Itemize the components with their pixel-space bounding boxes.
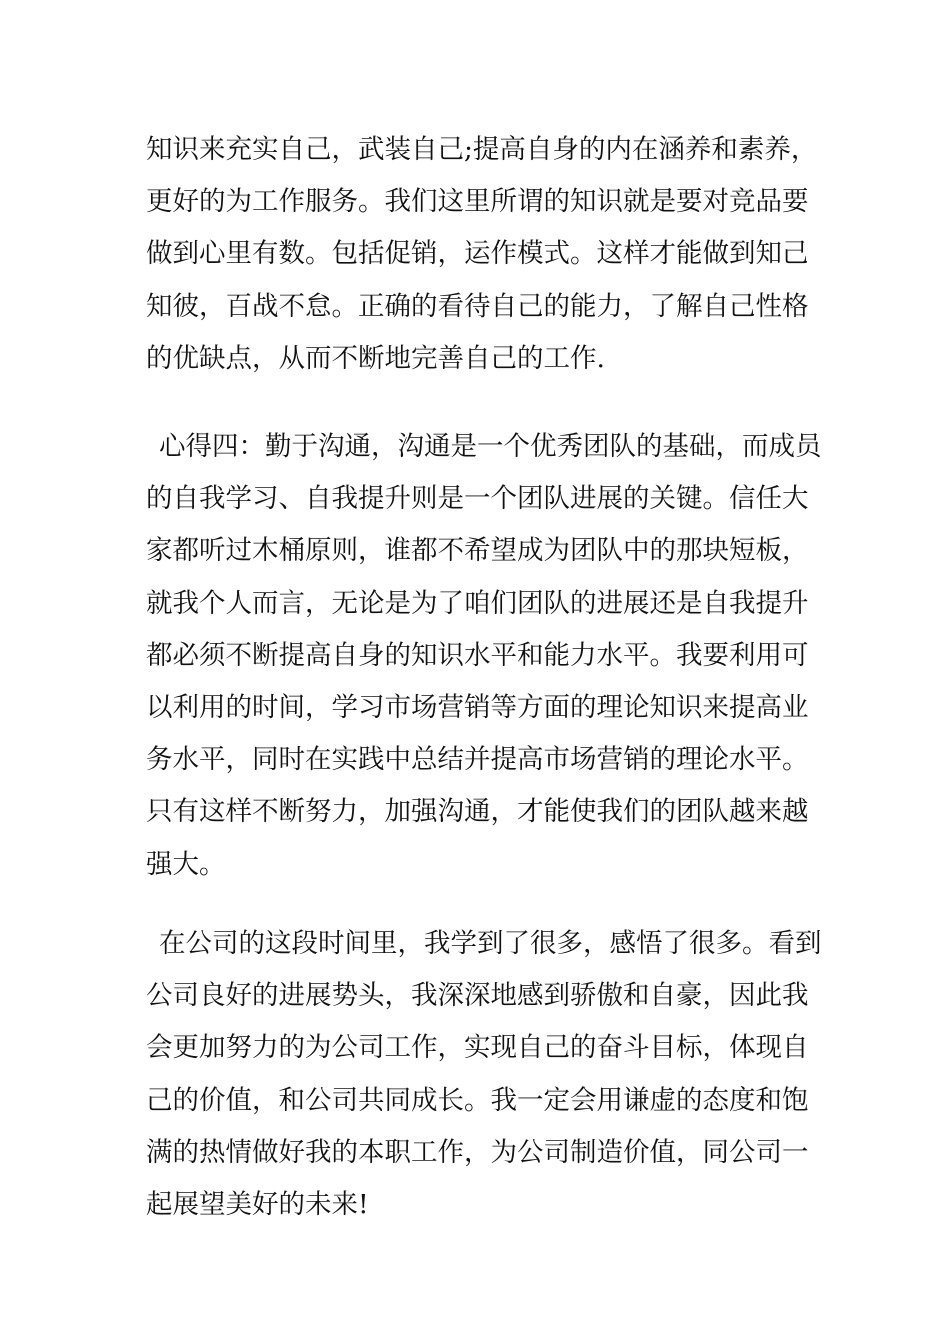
paragraph-line: 只有这样不断努力，加强沟通，才能使我们的团队越来越 bbox=[146, 796, 809, 828]
paragraph-line: 做到心里有数。包括促销，运作模式。这样才能做到知己 bbox=[146, 238, 809, 270]
paragraph-line: 务水平，同时在实践中总结并提高市场营销的理论水平。 bbox=[146, 744, 809, 776]
paragraph-knowledge bbox=[146, 124, 818, 385]
paragraph-line: 以利用的时间，学习市场营销等方面的理论知识来提高业 bbox=[146, 691, 809, 723]
paragraph-line: 公司良好的进展势头，我深深地感到骄傲和自豪，因此我 bbox=[146, 980, 809, 1012]
paragraph-line: 心得四：勤于沟通，沟通是一个优秀团队的基础，而成员 bbox=[159, 431, 822, 462]
paragraph-line: 知识来充实自己，武装自己;提高自身的内在涵养和素养， bbox=[146, 134, 818, 165]
paragraph-line: 更好的为工作服务。我们这里所谓的知识就是要对竞品要 bbox=[146, 186, 809, 218]
paragraph-line: 起展望美好的未来! bbox=[146, 1188, 369, 1220]
paragraph-conclusion bbox=[146, 918, 822, 1231]
paragraph-line: 强大。 bbox=[146, 848, 226, 880]
paragraph-line: 己的价值，和公司共同成长。我一定会用谦虚的态度和饱 bbox=[146, 1084, 809, 1116]
paragraph-line: 满的热情做好我的本职工作，为公司制造价值，同公司一 bbox=[146, 1136, 809, 1168]
paragraph-line: 会更加努力的为公司工作，实现自己的奋斗目标，体现自 bbox=[146, 1032, 809, 1064]
paragraph-line: 都必须不断提高自身的知识水平和能力水平。我要利用可 bbox=[146, 639, 809, 671]
paragraph-line: 的自我学习、自我提升则是一个团队进展的关键。信任大 bbox=[146, 483, 809, 515]
paragraph-line: 的优缺点，从而不断地完善自己的工作. bbox=[146, 342, 605, 374]
paragraph-line: 在公司的这段时间里，我学到了很多，感悟了很多。看到 bbox=[159, 928, 822, 959]
paragraph-insight-four bbox=[146, 421, 822, 891]
paragraph-line: 知彼，百战不怠。正确的看待自己的能力，了解自己性格 bbox=[146, 290, 809, 322]
paragraph-line: 家都听过木桶原则，谁都不希望成为团队中的那块短板， bbox=[146, 535, 809, 567]
paragraph-line: 就我个人而言，无论是为了咱们团队的进展还是自我提升 bbox=[146, 587, 809, 619]
